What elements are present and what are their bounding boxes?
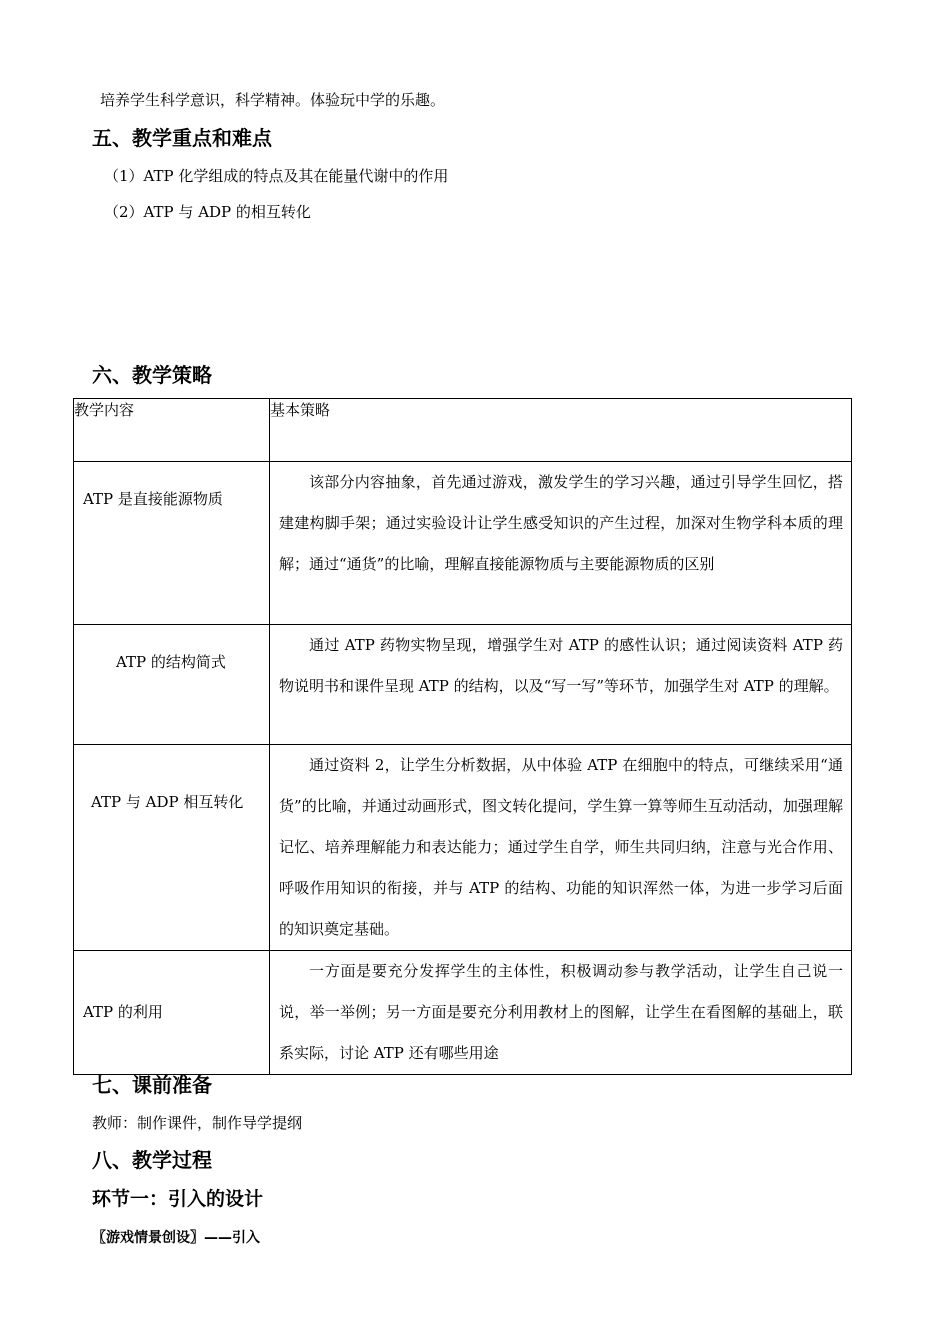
section5-title: 五、教学重点和难点	[92, 126, 272, 150]
row-strategy-text: 通过资料 2，让学生分析数据，从中体验 ATP 在细胞中的特点，可继续采用“通货”的比喻，并通过动画形式，图文转化提问，学生算一算等师生互动活动，加强理解记忆、培养理解能力和表达能力；通过学生自学，师生共同归纳，注意与光合作用、呼吸作用知识的衔接，并与 ATP 的结构、功能的知识浑然一体，为进一步学习后面的知识奠定基础。	[279, 756, 843, 938]
row-content	[74, 951, 270, 1075]
section8-subtitle: 环节一：引入的设计	[92, 1188, 264, 1210]
row-content	[74, 625, 270, 745]
section7-text: 教师：制作课件，制作导学提纲	[92, 1114, 303, 1132]
strategy-table	[73, 398, 852, 1075]
section7-title: 七、课前准备	[92, 1073, 212, 1097]
header-content: 教学内容	[74, 399, 270, 462]
row-strategy	[270, 951, 852, 1075]
intro-line: 培养学生科学意识，科学精神。体验玩中学的乐趣。	[100, 91, 446, 109]
header-strategy: 基本策略	[270, 399, 852, 462]
table-row	[74, 462, 852, 625]
row-strategy	[270, 625, 852, 745]
row-strategy-text: 通过 ATP 药物实物呈现，增强学生对 ATP 的感性认识；通过阅读资料 ATP 药物说明书和课件呈现 ATP 的结构，以及“写一写”等环节，加强学生对 ATP 的理解。	[279, 636, 843, 695]
section8-label: 〖游戏情景创设〗——引入	[92, 1230, 260, 1246]
section5-item-2: （2）ATP 与 ADP 的相互转化	[104, 203, 311, 221]
row-content-label: ATP 与 ADP 相互转化	[91, 793, 244, 811]
table-row	[74, 951, 852, 1075]
table-row	[74, 745, 852, 951]
row-content-label: ATP 是直接能源物质	[83, 490, 223, 508]
section5-item-1: （1）ATP 化学组成的特点及其在能量代谢中的作用	[104, 167, 449, 185]
row-strategy	[270, 462, 852, 625]
section8-title: 八、教学过程	[92, 1148, 212, 1172]
table-row	[74, 625, 852, 745]
row-strategy-text: 该部分内容抽象，首先通过游戏，激发学生的学习兴趣，通过引导学生回忆，搭建建构脚手架；通过实验设计让学生感受知识的产生过程，加深对生物学科本质的理解；通过“通货”的比喻，理解直接能源物质与主要能源物质的区别	[279, 473, 843, 573]
section6-title: 六、教学策略	[92, 363, 212, 387]
row-content	[74, 462, 270, 625]
row-strategy-text: 一方面是要充分发挥学生的主体性，积极调动参与教学活动，让学生自己说一说，举一举例；另一方面是要充分利用教材上的图解，让学生在看图解的基础上，联系实际，讨论 ATP 还有哪些用途	[279, 962, 843, 1062]
table-header-row	[74, 399, 852, 462]
row-strategy	[270, 745, 852, 951]
row-content-label: ATP 的结构简式	[116, 653, 226, 671]
row-content	[74, 745, 270, 951]
row-content-label: ATP 的利用	[83, 1003, 163, 1021]
